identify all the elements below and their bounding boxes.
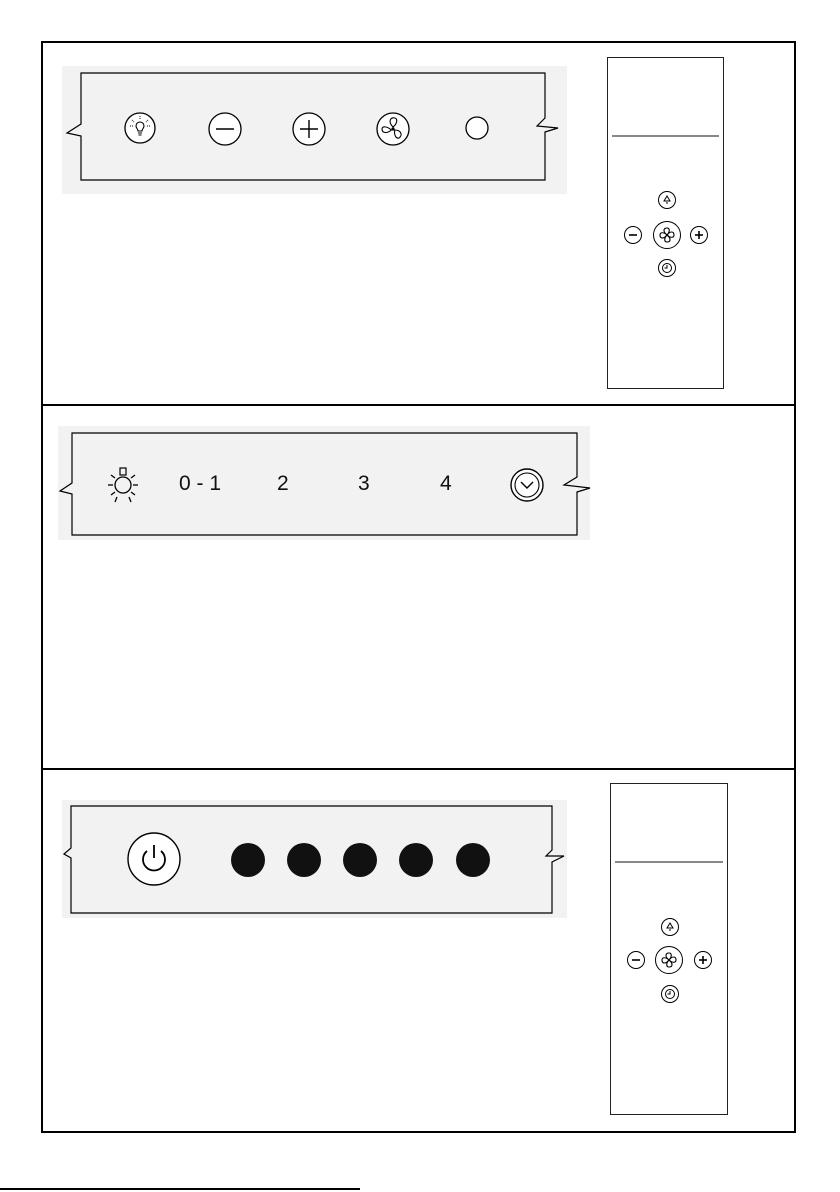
light-icon <box>664 921 676 933</box>
speed-label-3[interactable]: 3 <box>358 472 370 495</box>
power-button[interactable] <box>126 831 182 887</box>
remote-timer-button[interactable] <box>661 985 679 1003</box>
remote-fan-button[interactable] <box>653 221 681 249</box>
speed-label-2[interactable]: 2 <box>277 472 289 495</box>
timer-icon <box>661 262 673 274</box>
remote-timer-button[interactable] <box>658 259 676 277</box>
remote-light-button[interactable] <box>658 191 676 209</box>
light-icon <box>661 194 673 206</box>
footer-rule <box>0 1188 360 1190</box>
fan-button[interactable] <box>376 112 410 146</box>
remote-plus-button[interactable] <box>694 951 712 969</box>
plus-icon <box>693 229 705 241</box>
remote-control-1 <box>607 57 724 389</box>
speed-label-0-1[interactable]: 0 - 1 <box>179 472 222 495</box>
black-button-icon <box>398 842 434 878</box>
minus-icon <box>208 112 242 146</box>
remote-divider <box>612 135 719 137</box>
black-button-icon <box>342 842 378 878</box>
minus-button[interactable] <box>208 112 242 146</box>
light-button[interactable] <box>124 112 156 144</box>
black-button-icon <box>230 842 266 878</box>
fan-icon <box>376 112 410 146</box>
power-icon <box>126 831 182 887</box>
black-button-5[interactable] <box>455 842 491 878</box>
speed-label-4[interactable]: 4 <box>440 472 452 495</box>
black-button-icon <box>286 842 322 878</box>
black-button-1[interactable] <box>230 842 266 878</box>
remote-divider <box>615 861 723 863</box>
black-button-3[interactable] <box>342 842 378 878</box>
timer-icon <box>664 988 676 1000</box>
clock-icon <box>509 467 545 503</box>
indicator-led-icon <box>465 116 489 140</box>
plus-button[interactable] <box>292 112 326 146</box>
light-bulb-icon <box>124 112 156 144</box>
lamp-icon <box>105 466 141 506</box>
section-divider-1 <box>41 404 796 406</box>
section-divider-2 <box>41 768 796 770</box>
timer-button[interactable] <box>509 467 545 503</box>
remote-minus-button[interactable] <box>624 226 642 244</box>
fan-icon <box>659 950 679 970</box>
fan-icon <box>657 225 677 245</box>
plus-icon <box>292 112 326 146</box>
remote-minus-button[interactable] <box>627 951 645 969</box>
minus-icon <box>630 954 642 966</box>
remote-light-button[interactable] <box>661 918 679 936</box>
black-button-icon <box>455 842 491 878</box>
lamp-button[interactable] <box>105 466 141 506</box>
plus-icon <box>697 954 709 966</box>
black-button-2[interactable] <box>286 842 322 878</box>
black-button-4[interactable] <box>398 842 434 878</box>
minus-icon <box>627 229 639 241</box>
remote-plus-button[interactable] <box>690 226 708 244</box>
remote-control-2 <box>610 783 728 1115</box>
remote-fan-button[interactable] <box>655 946 683 974</box>
indicator-led <box>465 116 489 140</box>
